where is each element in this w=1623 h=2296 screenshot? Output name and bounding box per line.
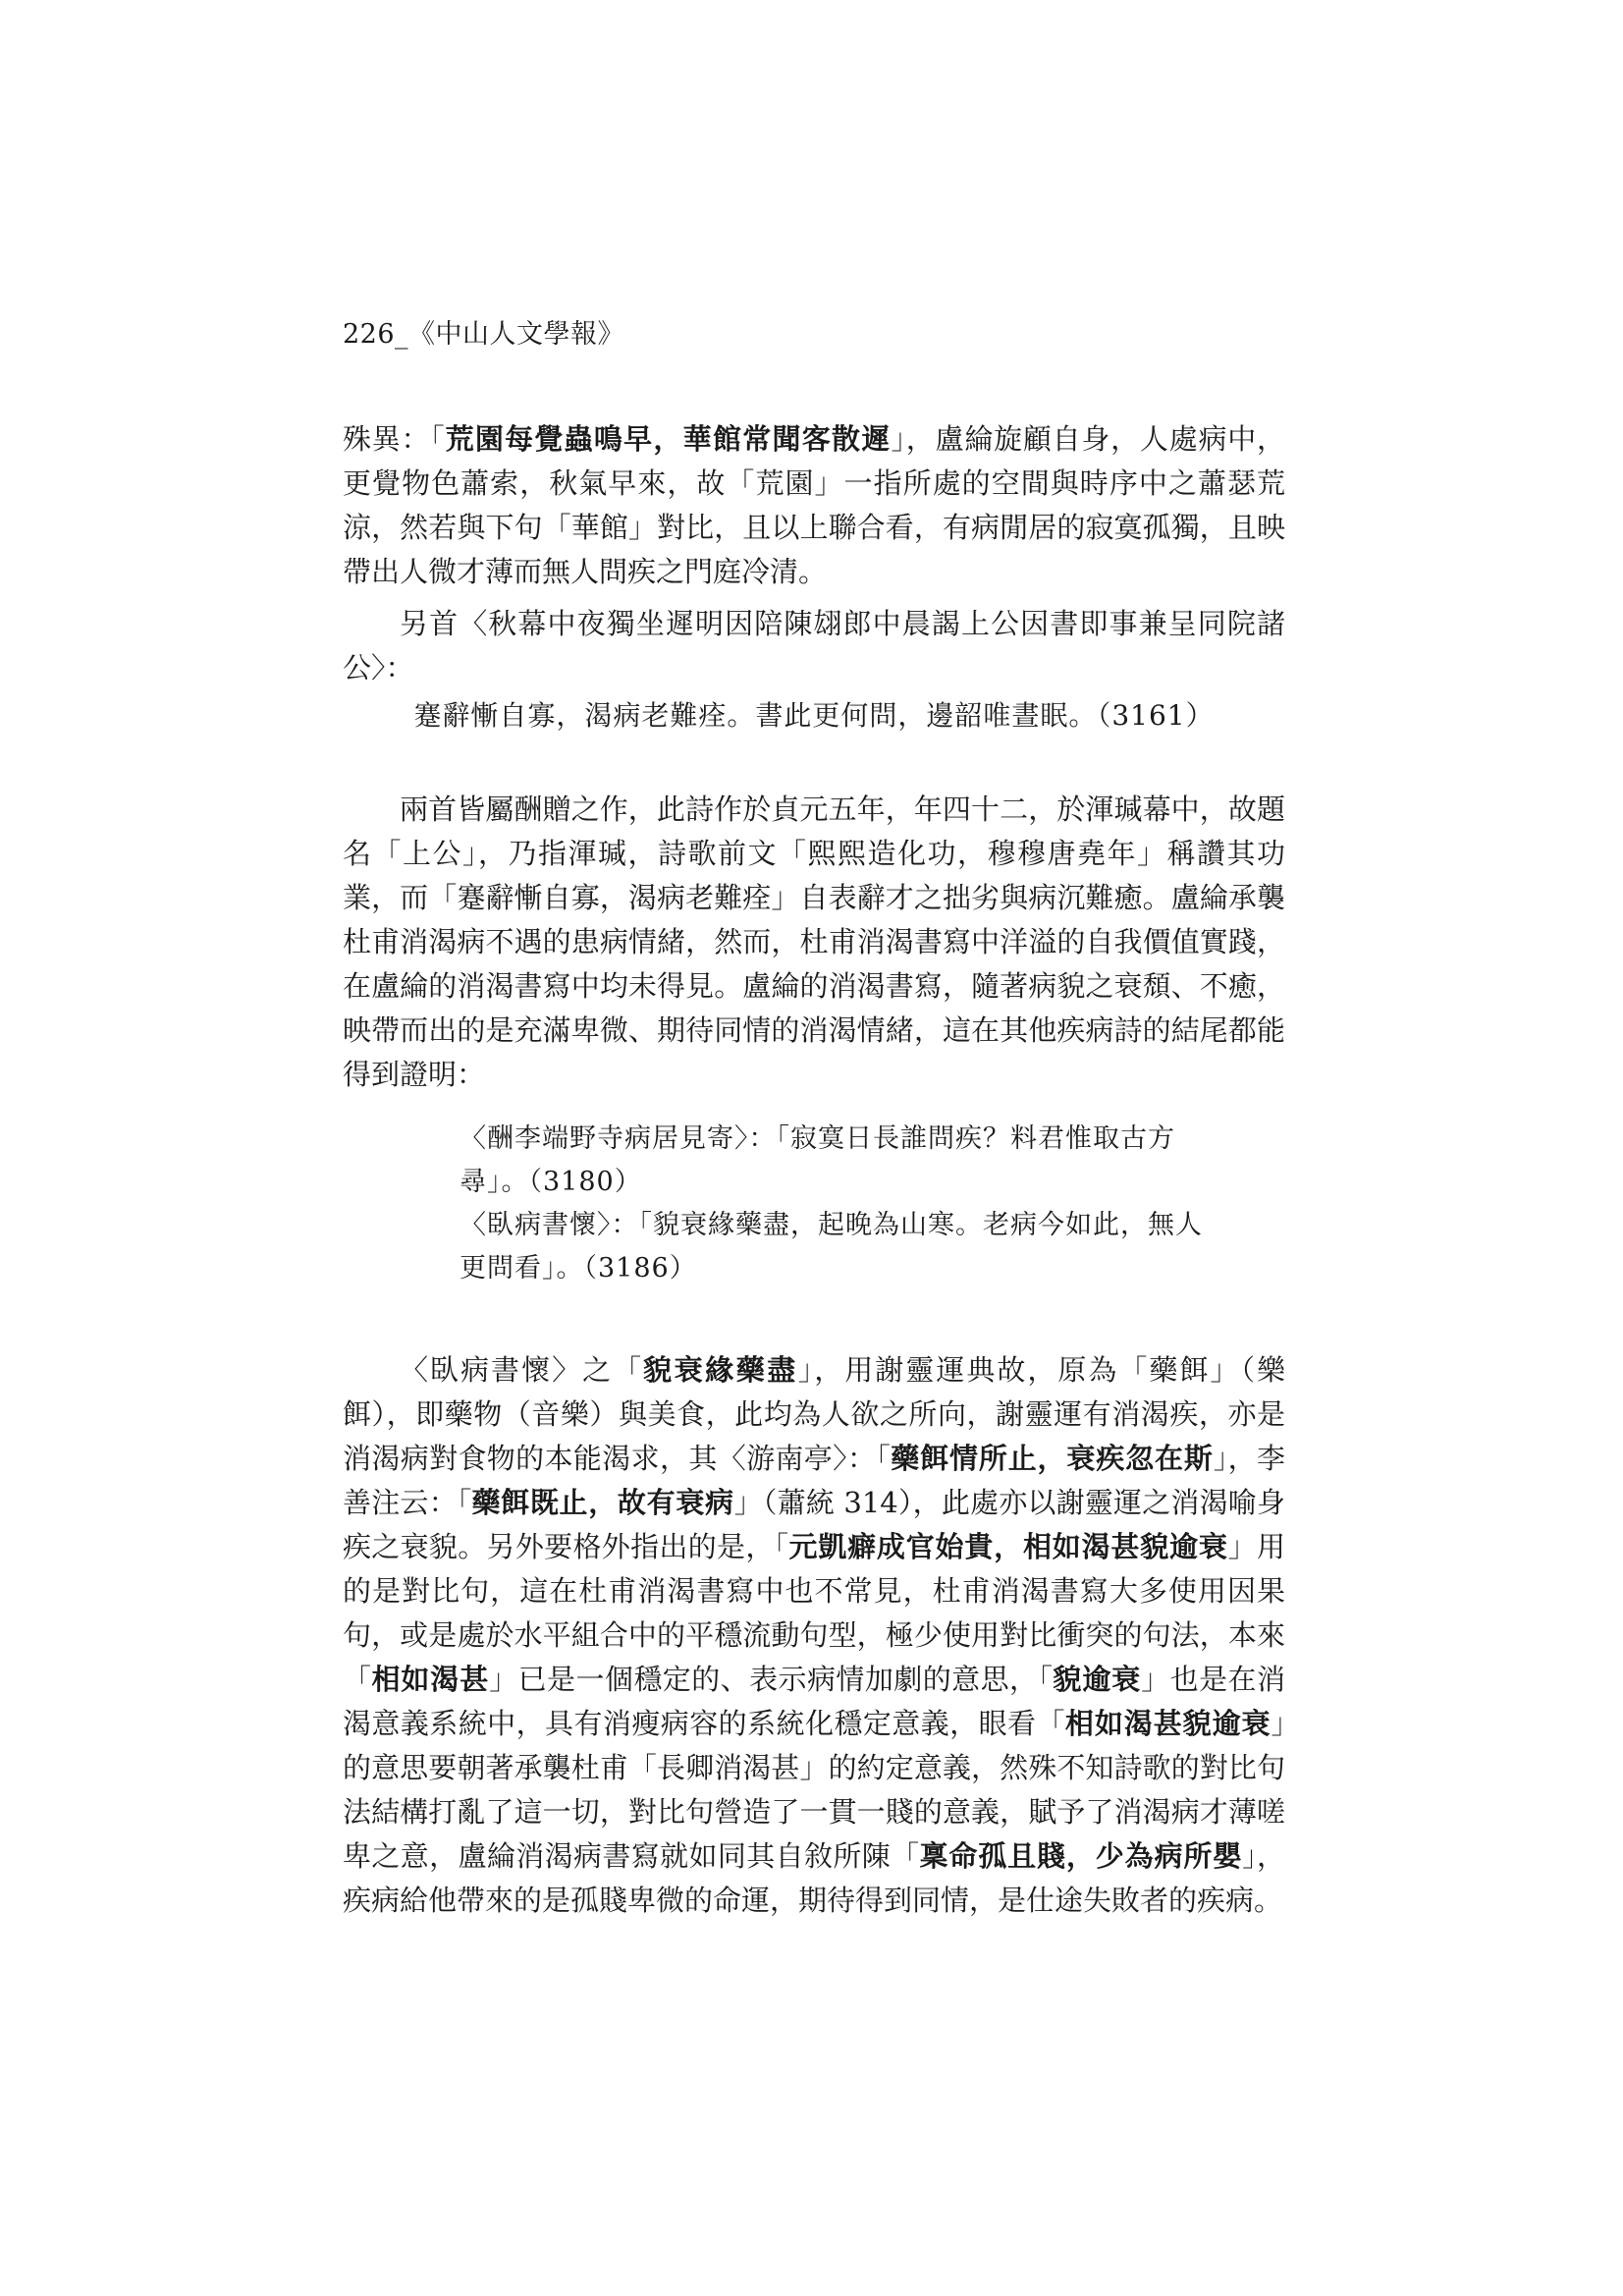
quote2-line-1: 〈酬李端野寺病居見寄〉：「寂寞日長誰問疾？料君惟取古方	[460, 1123, 1175, 1154]
para4-quote-4: 元凱癖成官始貴，相如渴甚貌逾衰	[788, 1530, 1228, 1563]
running-header	[343, 312, 624, 351]
paragraph-2	[343, 602, 1285, 690]
header-separator: _	[395, 319, 409, 350]
para4-text-e: 」用的是對比句，這在杜甫消渴書寫中也不常見，杜甫消渴書寫大多使用因果句，或是處於水平組合中的平穩流動句型，極少使用對比衝突的句法，本來「	[343, 1530, 1285, 1696]
quote2-line-4: 更問看」。（3186）	[460, 1253, 697, 1284]
para4-quote-7: 相如渴甚貌逾衰	[1064, 1707, 1271, 1740]
para4-quote-1: 貌衰緣藥盡	[643, 1353, 798, 1387]
journal-title: 《中山人文學報》	[408, 319, 625, 350]
quote2-line-2: 尋」。（3180）	[460, 1167, 642, 1197]
para4-quote-8: 稟命孤且賤，少為病所嬰	[919, 1839, 1243, 1873]
page-number: 226	[343, 319, 396, 350]
quote-block-1: 蹇辭慚自寡，渴病老難痊。書此更何問，邊韶唯晝眠。（3161）	[413, 699, 1215, 732]
para4-text-g: 」也是在消渴意義系統中，具有消瘦病容的系統化穩定意義，眼看「	[343, 1663, 1285, 1740]
para1-text-b: 」，盧綸旋顧自身，人處病中，更覺物色蕭索，秋氣早來，故「荒園」一指所處的空間與時序中之蕭瑟荒涼，然若與下句「華館」對比，且以上聯合看，有病閒居的寂寞孤獨，且映帶出人微才薄而無人問疾之門庭冷清。	[343, 422, 1285, 588]
quote-block-2	[460, 1118, 1225, 1290]
para4-quote-3: 藥餌既止，故有衰病	[471, 1486, 734, 1519]
para4-text-c: 」，李善注云：「	[343, 1442, 1285, 1519]
para4-quote-6: 貌逾衰	[1053, 1663, 1142, 1696]
para1-text-a: 殊異：「	[343, 422, 446, 456]
para3-text: 兩首皆屬酬贈之作，此詩作於貞元五年，年四十二，於渾瑊幕中，故題名「上公」，乃指渾瑊，詩歌前文「熙熙造化功，穆穆唐堯年」稱讚其功業，而「蹇辭慚自寡，渴病老難痊」自表辭才之拙劣與病沉難癒。盧綸承襲杜甫消渴病不遇的患病情緒，然而，杜甫消渴書寫中洋溢的自我價值實踐，在盧綸的消渴書寫中均未得見。盧綸的消渴書寫，隨著病貌之衰頹、不癒，映帶而出的是充滿卑微、期待同情的消渴情緒，這在其他疾病詩的結尾都能得到證明：	[343, 793, 1285, 1091]
para4-text-h: 」的意思要朝著承襲杜甫「長卿消渴甚」的約定意義，然殊不知詩歌的對比句法結構打亂了這一切，對比句營造了一貫一賤的意義，賦予了消渴病才薄嗟卑之意，盧綸消渴病書寫就如同其自敘所陳「	[343, 1707, 1285, 1873]
para4-text-a: 〈臥病書懷〉之「	[400, 1353, 644, 1387]
quote2-line-3: 〈臥病書懷〉：「貌衰緣藥盡，起晚為山寒。老病今如此，無人	[460, 1210, 1203, 1240]
para2-text: 另首〈秋幕中夜獨坐遲明因陪陳翃郎中晨謁上公因書即事兼呈同院諸公〉：	[343, 607, 1285, 684]
paragraph-1	[343, 417, 1285, 594]
para4-text-d: 」（蕭統 314），此處亦以謝靈運之消渴喻身疾之衰貌。另外要格外指出的是，「	[343, 1486, 1285, 1563]
paragraph-3	[343, 788, 1285, 1097]
para4-quote-5: 相如渴甚	[371, 1663, 490, 1696]
para4-text-i: 」，疾病給他帶來的是孤賤卑微的命運，期待得到同情，是仕途失敗者的疾病。	[343, 1839, 1285, 1917]
para4-text-b: 」，用謝靈運典故，原為「藥餌」（樂餌），即藥物（音樂）與美食，此均為人欲之所向，謝靈運有消渴疾，亦是消渴病對食物的本能渴求，其〈游南亭〉：「	[343, 1353, 1285, 1475]
para1-quote: 荒園每覺蟲鳴早，華館常聞客散遲	[445, 422, 892, 456]
para4-quote-2: 藥餌情所止，衰疾忽在斯	[891, 1442, 1214, 1475]
paragraph-4	[343, 1348, 1285, 1923]
para4-text-f: 」已是一個穩定的、表示病情加劇的意思，「	[489, 1663, 1054, 1696]
